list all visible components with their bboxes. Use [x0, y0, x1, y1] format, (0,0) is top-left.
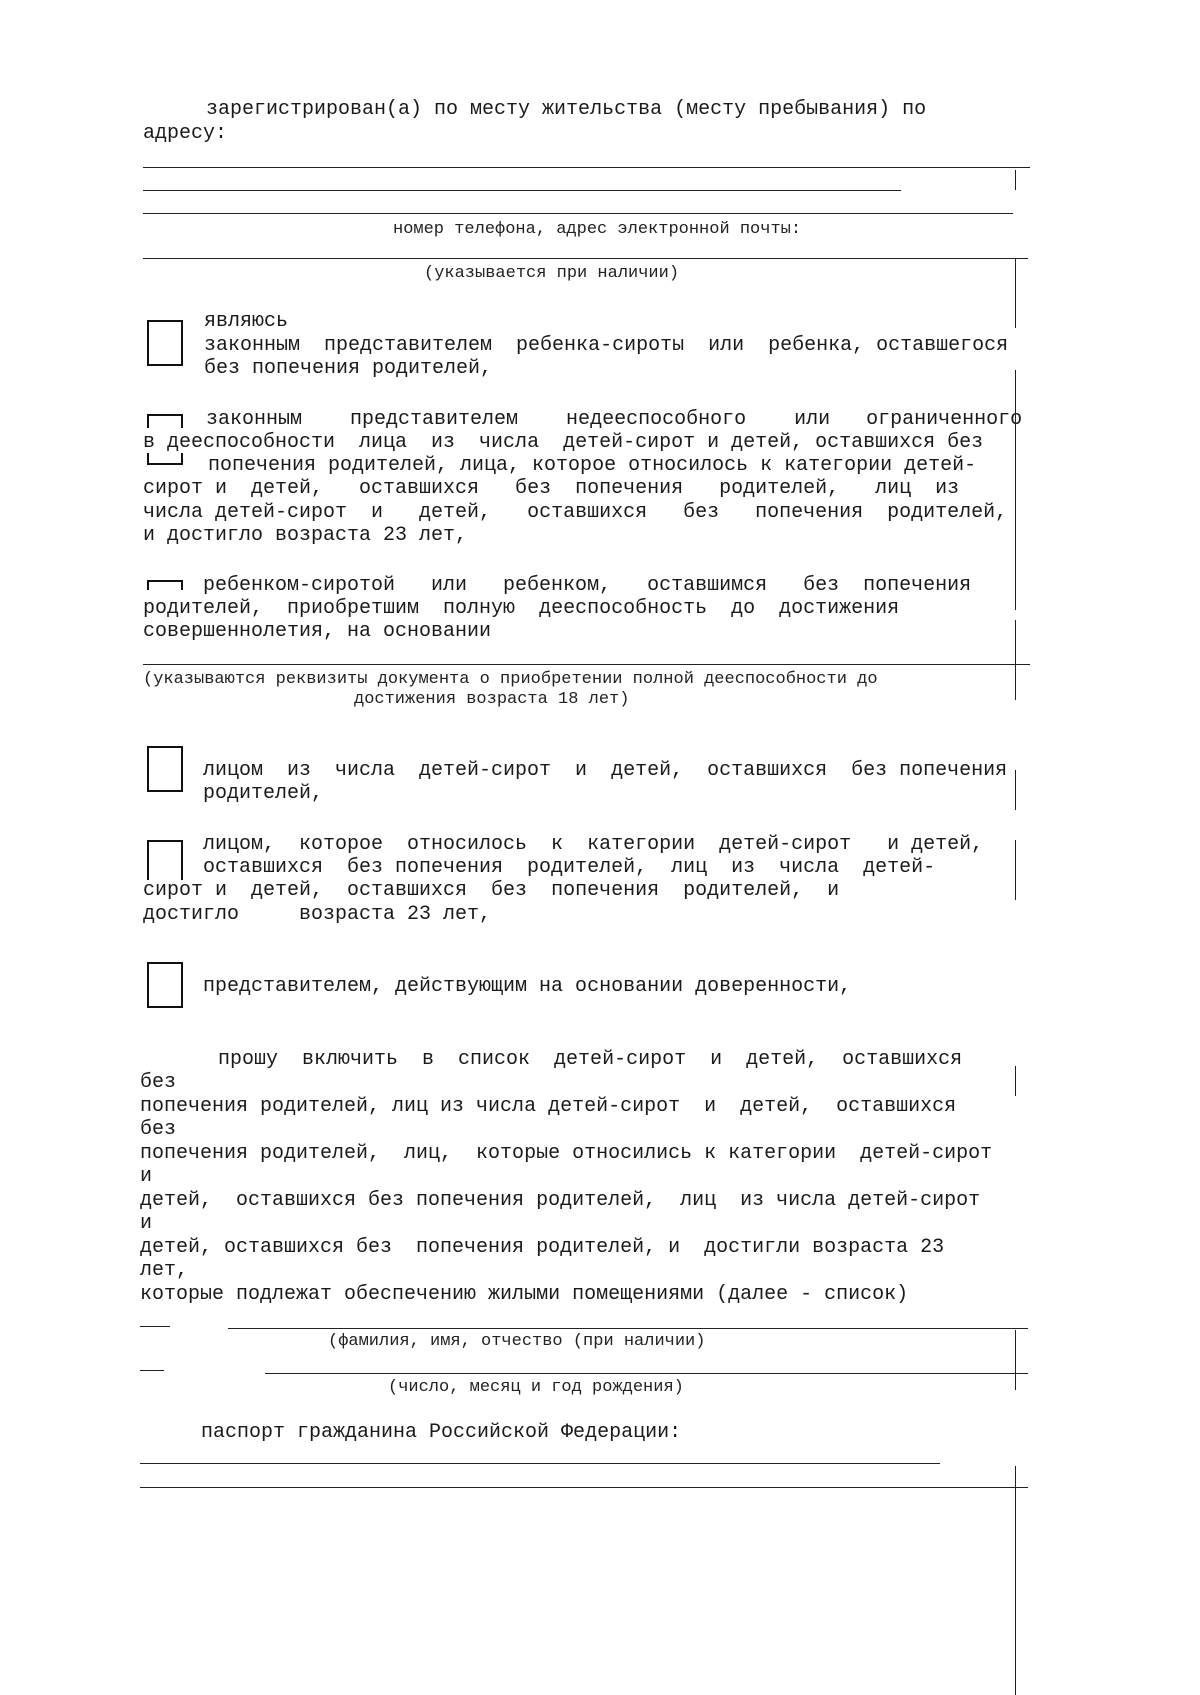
margin-mark	[1015, 620, 1016, 700]
opt2-line-3: попечения родителей, лица, которое относилось к категории детей-	[208, 454, 977, 477]
checkbox-proxy-representative[interactable]	[147, 962, 183, 1008]
phone-caption: номер телефона, адрес электронной почты:	[393, 220, 802, 239]
request-line-2b: без	[140, 1118, 177, 1141]
opt2-line-1: законным представителем недееспособного или ограниченного	[206, 408, 1023, 431]
opt3-line-2: родителей, приобретшим полную дееспособность до достижения	[143, 597, 900, 620]
opt1-line-1: законным представителем ребенка-сироты или ребенка, оставшегося	[204, 334, 1009, 357]
margin-mark	[1015, 258, 1016, 328]
opt2-line-5: числа детей-сирот и детей, оставшихся без попечения родителей,	[143, 501, 1008, 524]
fio-field-line[interactable]	[228, 1328, 1028, 1329]
request-line-2: попечения родителей, лиц из числа детей-сирот и детей, оставшихся	[140, 1095, 957, 1118]
registration-line-2: адресу:	[143, 122, 228, 145]
margin-mark	[1015, 1330, 1016, 1390]
opt5-line-3: сирот и детей, оставшихся без попечения родителей, и	[143, 879, 840, 902]
request-line-4b: и	[140, 1212, 153, 1235]
request-line-6: которые подлежат обеспечению жилыми помещениями (далее - список)	[140, 1283, 909, 1306]
address-field-line-3[interactable]	[143, 213, 1013, 214]
passport-field-line-1[interactable]	[140, 1463, 940, 1464]
checkbox-orphan-full-capacity[interactable]	[147, 580, 183, 590]
margin-mark	[1015, 170, 1016, 190]
margin-mark	[1015, 370, 1016, 610]
address-field-line-2[interactable]	[143, 190, 901, 191]
address-field-line-1[interactable]	[143, 167, 1030, 168]
request-line-3: попечения родителей, лиц, которые относились к категории детей-сирот	[140, 1142, 993, 1165]
dob-field-line[interactable]	[265, 1373, 1028, 1374]
opt2-line-4: сирот и детей, оставшихся без попечения родителей, лиц из	[143, 477, 960, 500]
iam-label: являюсь	[204, 310, 289, 333]
opt5-line-1: лицом, которое относилось к категории детей-сирот и детей,	[203, 833, 984, 856]
dob-dash	[140, 1370, 164, 1371]
phone-field-line[interactable]	[143, 258, 1028, 259]
fio-note: (фамилия, имя, отчество (при наличии)	[328, 1332, 706, 1351]
margin-mark	[1015, 1466, 1016, 1695]
opt6-line: представителем, действующим на основании доверенности,	[203, 975, 852, 998]
opt4-line-2: родителей,	[203, 782, 324, 805]
opt1-line-2: без попечения родителей,	[204, 357, 493, 380]
request-line-5: детей, оставшихся без попечения родителей, и достигли возраста 23	[140, 1236, 945, 1259]
request-line-1: прошу включить в список детей-сирот и детей, оставшихся	[218, 1048, 963, 1071]
opt5-line-2: оставшихся без попечения родителей, лиц из числа детей-	[203, 856, 936, 879]
opt5-line-4: достигло возраста 23 лет,	[143, 903, 492, 926]
checkbox-person-from-orphans[interactable]	[147, 746, 183, 792]
checkbox-legal-representative-incapable-top[interactable]	[147, 414, 183, 428]
passport-label: паспорт гражданина Российской Федерации:	[201, 1421, 682, 1444]
opt2-line-2: в дееспособности лица из числа детей-сирот и детей, оставшихся без	[143, 431, 984, 454]
checkbox-legal-representative-orphan[interactable]	[147, 320, 183, 366]
opt3-line-1: ребенком-сиротой или ребенком, оставшимся без попечения	[203, 574, 972, 597]
margin-mark	[1015, 840, 1016, 900]
request-line-3b: и	[140, 1165, 153, 1188]
opt3-line-3: совершеннолетия, на основании	[143, 620, 492, 643]
registration-line-1: зарегистрирован(а) по месту жительства (месту пребывания) по	[206, 98, 927, 121]
margin-mark	[1015, 1066, 1016, 1096]
dob-note: (число, месяц и год рождения)	[388, 1378, 684, 1397]
capacity-document-field-line[interactable]	[143, 664, 1030, 665]
opt4-line-1: лицом из числа детей-сирот и детей, оставшихся без попечения	[203, 759, 1008, 782]
request-line-5b: лет,	[140, 1259, 189, 1282]
opt3-note-1: (указываются реквизиты документа о приобретении полной дееспособности до	[143, 670, 878, 689]
request-line-4: детей, оставшихся без попечения родителей, лиц из числа детей-сирот	[140, 1189, 981, 1212]
passport-field-line-2[interactable]	[140, 1487, 1028, 1488]
opt3-note-2: достижения возраста 18 лет)	[354, 690, 630, 709]
fio-dash	[140, 1326, 170, 1327]
margin-mark	[1015, 770, 1016, 810]
request-line-1b: без	[140, 1071, 177, 1094]
phone-note: (указывается при наличии)	[424, 264, 680, 283]
opt2-line-6: и достигло возраста 23 лет,	[143, 524, 468, 547]
checkbox-person-reached-23[interactable]	[147, 840, 183, 880]
